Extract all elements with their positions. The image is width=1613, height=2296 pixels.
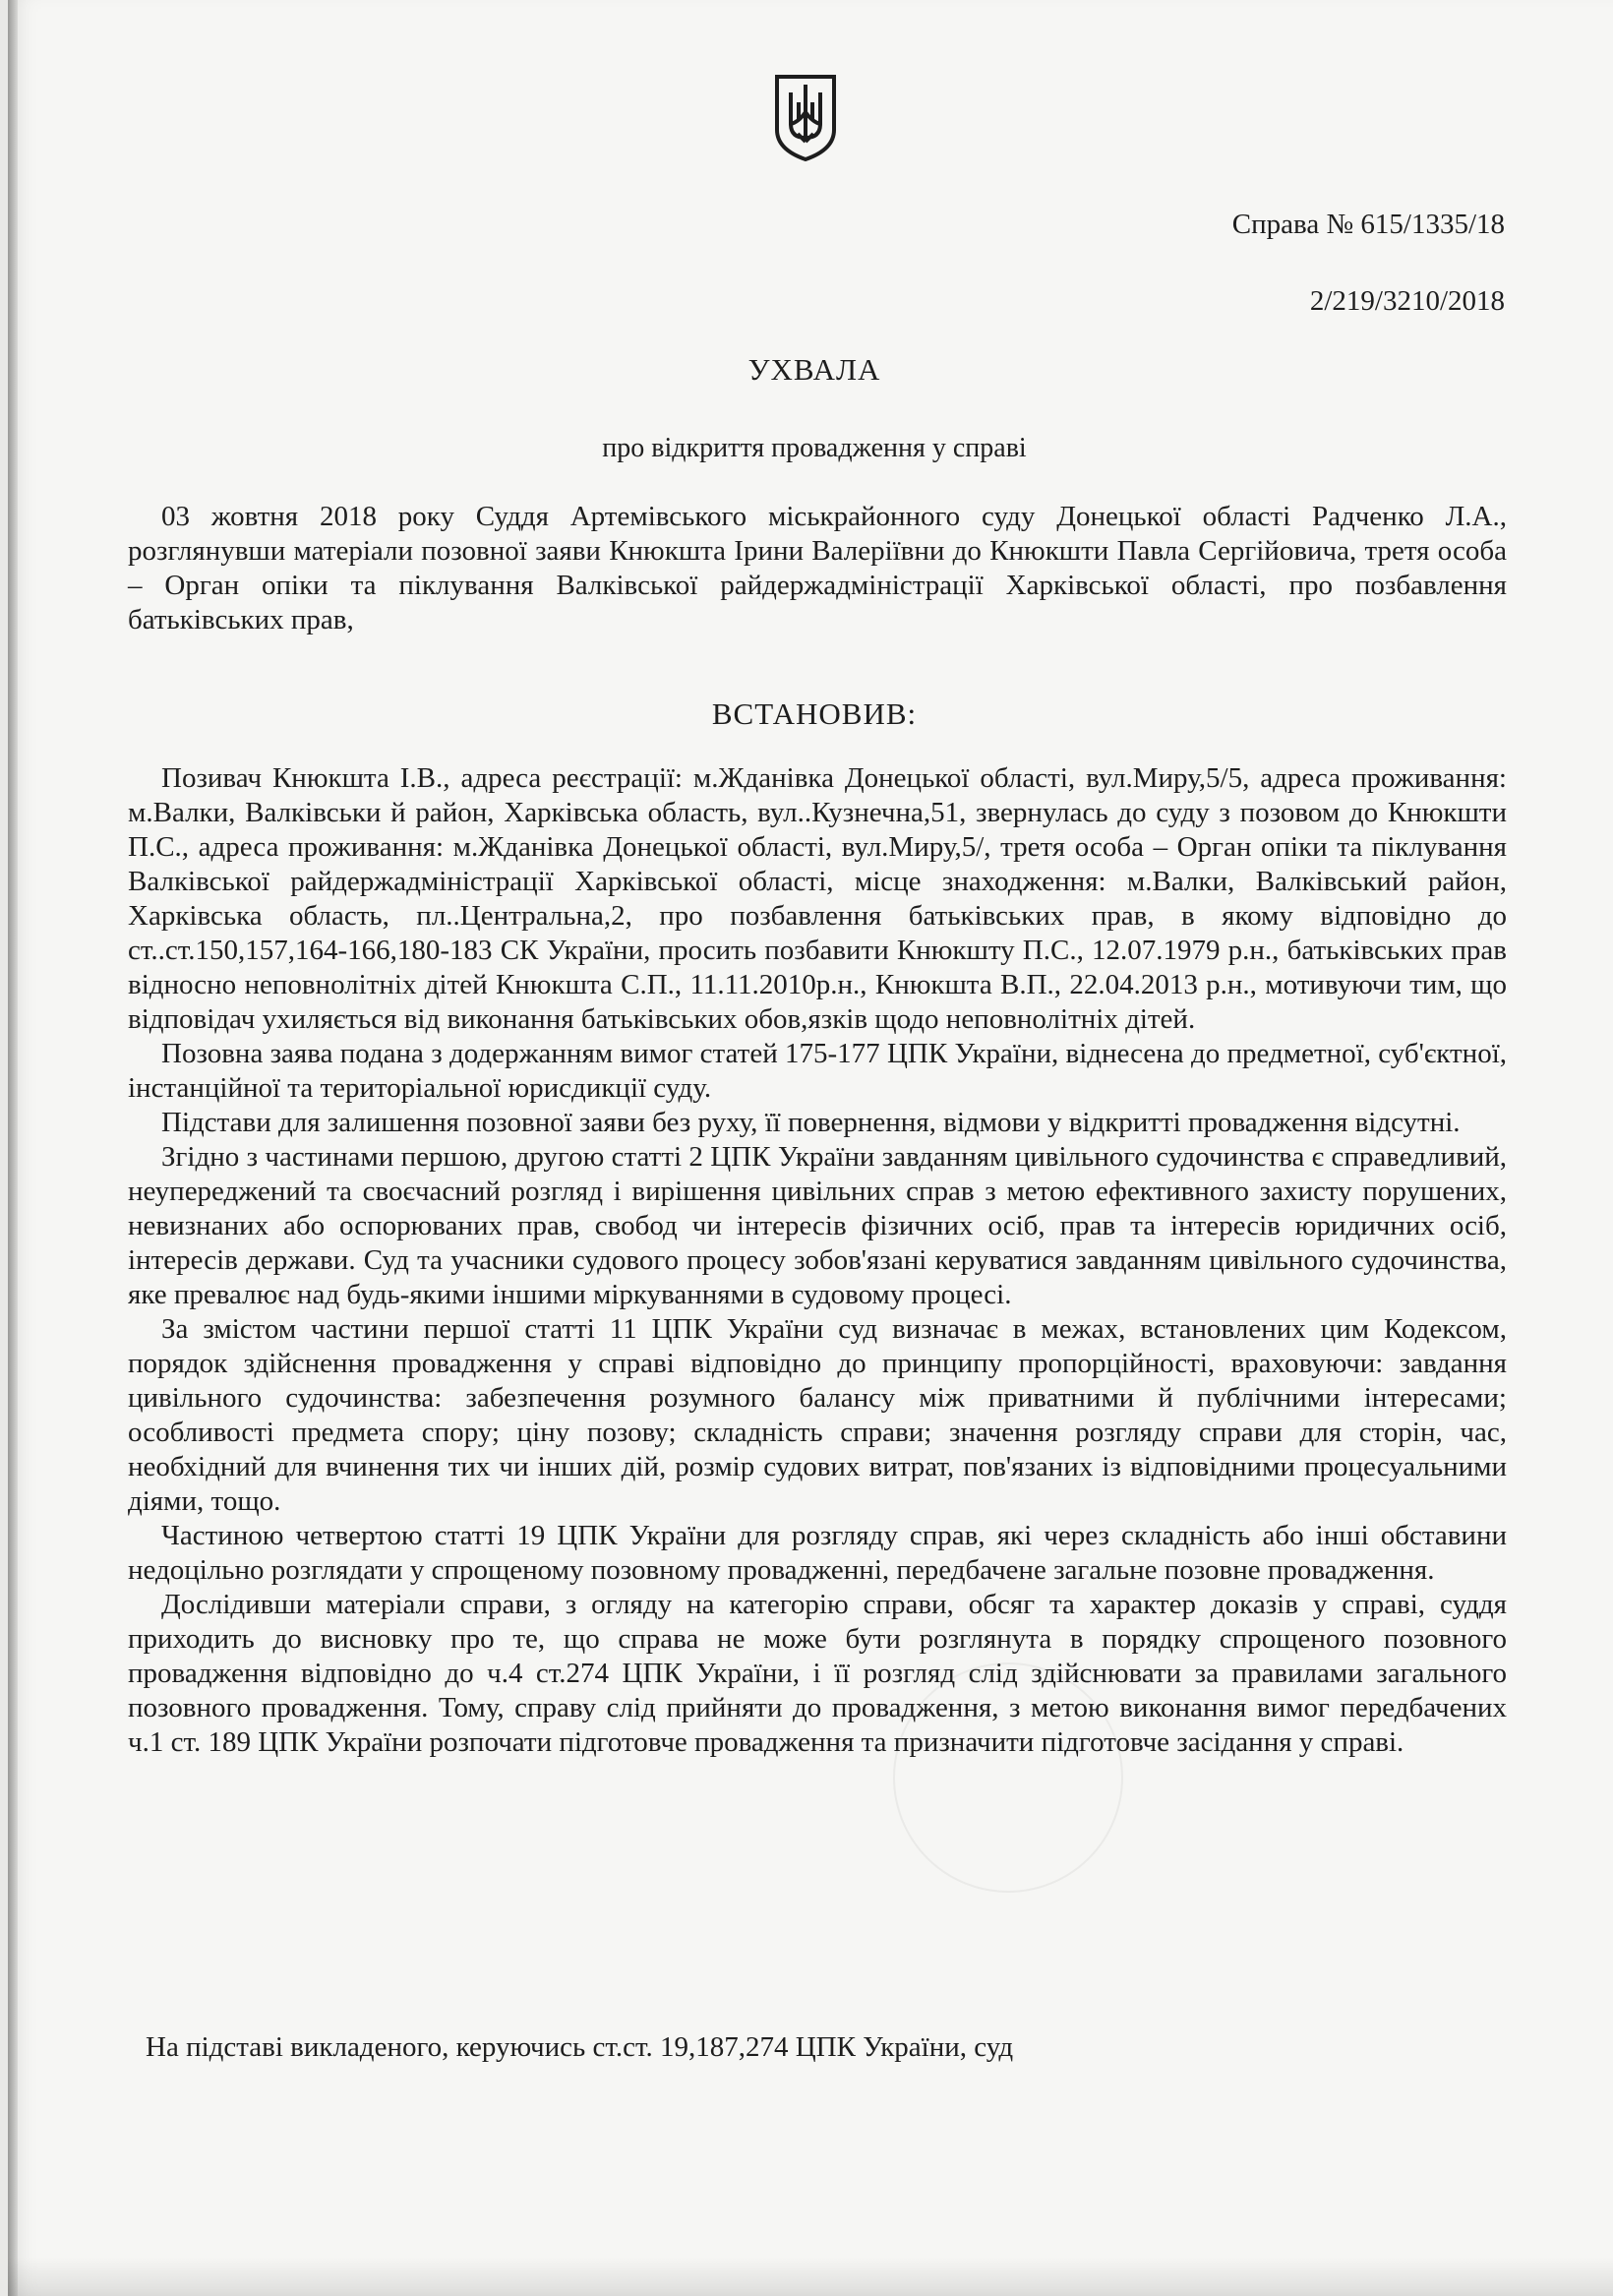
- body-text: [128, 761, 1507, 1760]
- registration-number: 2/219/3210/2018: [1309, 285, 1505, 317]
- document-title: УХВАЛА: [747, 352, 881, 387]
- paragraph-2: Позовна заява подана з додержанням вимог статей 175-177 ЦПК України, віднесена до предметної, суб'єктної, інстанційної та територіальної юрисдикції суду.: [128, 1038, 1507, 1104]
- paragraph-3: Підстави для залишення позовної заяви без руху, її повернення, відмови у відкритті провадження відсутні.: [161, 1107, 1461, 1138]
- final-line: На підставі викладеного, керуючись ст.ст. 19,187,274 ЦПК України, суд: [146, 2031, 1014, 2063]
- coat-of-arms-icon: [773, 73, 838, 161]
- section-heading: ВСТАНОВИВ:: [711, 696, 918, 731]
- paragraph-4: Згідно з частинами першою, другою статті 2 ЦПК України завданням цивільного судочинства є справедливий, неупереджений та своєчасний розгляд і вирішення цивільних справ з метою ефективного захисту порушених, невизнаних або оспорюваних прав, свобод чи інтересів фізичних осіб, прав та інтересів юридичних осіб, інтересів держави. Суд та учасники судового процесу зобов'язані керуватися завданням цивільного судочинства, яке превалює над будь-якими іншими міркуваннями в судовому процесі.: [128, 1141, 1507, 1310]
- paragraph-1: Позивач Кнюкшта І.В., адреса реєстрації: м.Жданівка Донецької області, вул.Миру,5/5, адреса проживання: м.Валки, Валківськи й район, Харківська область, вул..Кузнечна,51, звернулась до суду з позовом до Кнюкшти П.С., адреса проживання: м.Жданівка Донецької області, вул.Миру,5/, третя особа – Орган опіки та піклування Валківської райдержадміністрації Харківської області, місце знаходження: м.Валки, Валківський район, Харківська область, пл..Центральна,2, про позбавлення батьківських прав, в якому відповідно до ст..ст.150,157,164-166,180-183 СК України, просить позбавити Кнюкшту П.С., 12.07.1979 р.н., батьківських прав відносно неповнолітніх дітей Кнюкшта С.П., 11.11.2010р.н., Кнюкшта В.П., 22.04.2013 р.н., мотивуючи тим, що відповідач ухиляється від виконання батьківських обов,язків щодо неповнолітніх дітей.: [128, 762, 1507, 1035]
- paragraph-7: Дослідивши матеріали справи, з огляду на категорію справи, обсяг та характер доказів у справі, суддя приходить до висновку про те, що справа не може бути розглянута в порядку спрощеного позовного провадження відповідно до ч.4 ст.274 ЦПК України, і її розгляд слід здійснювати за правилами загального позовного провадження. Тому, справу слід прийняти до провадження, з метою виконання вимог передбачених ч.1 ст. 189 ЦПК України розпочати підготовче провадження та призначити підготовче засідання у справі.: [128, 1589, 1507, 1758]
- intro-block: [128, 500, 1507, 637]
- paragraph-5: За змістом частини першої статті 11 ЦПК України суд визначає в межах, встановлених цим Кодексом, порядок здійснення провадження у справі відповідно до принципу пропорційності, враховуючи: завдання цивільного судочинства: забезпечення розумного балансу між приватними й публічними інтересами; особливості предмета спору; ціну позову; складність справи; значення розгляду справи для сторін, час, необхідний для вчинення тих чи інших дій, розмір судових витрат, пов'язаних із відповідними процесуальними діями, тощо.: [128, 1313, 1507, 1517]
- document-subtitle: про відкриття провадження у справі: [602, 433, 1027, 463]
- intro-paragraph: 03 жовтня 2018 року Суддя Артемівського міськрайонного суду Донецької області Радченко Л.А., розглянувши матеріали позовної заяви Кнюкшта Ірини Валеріївни до Кнюкшти Павла Сергійовича, третя особа – Орган опіки та піклування Валківської райдержадміністрації Харківської області, про позбавлення батьківських прав,: [128, 501, 1507, 635]
- paragraph-6: Частиною четвертою статті 19 ЦПК України для розгляду справ, які через складність або інші обставини недоцільно розглядати у спрощеному позовному провадженні, передбачене загальне позовне провадження.: [128, 1520, 1507, 1586]
- faint-seal-stamp: [893, 1662, 1123, 1893]
- case-number: Справа № 615/1335/18: [1231, 209, 1505, 240]
- document-page: [8, 0, 1613, 2296]
